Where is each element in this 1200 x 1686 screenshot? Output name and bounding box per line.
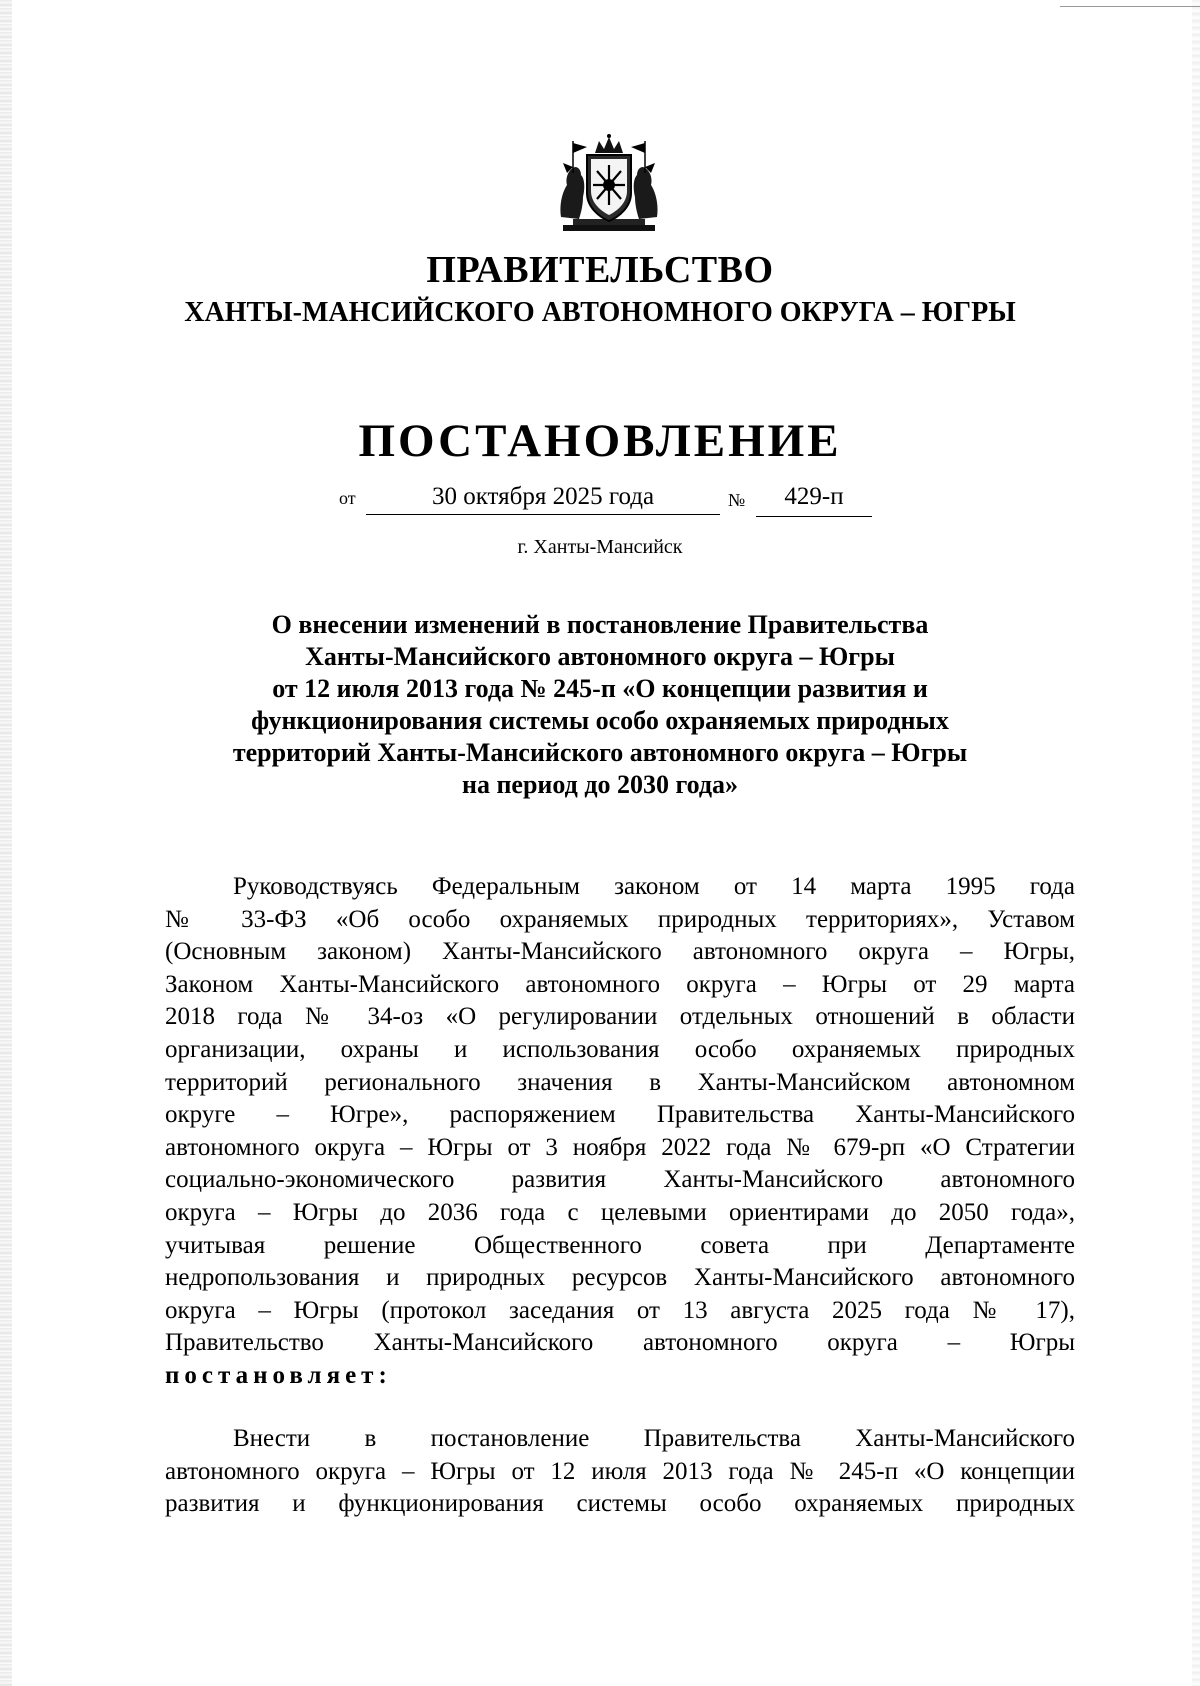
body-line: Внести в постановление Правительства Ханты-Мансийского bbox=[233, 1425, 1075, 1452]
body-line: развития и функционирования системы особо охраняемых природных bbox=[165, 1490, 1075, 1518]
body-line: территорий регионального значения в Ханты-Мансийском автономном bbox=[165, 1068, 1075, 1096]
government-title: ПРАВИТЕЛЬСТВО bbox=[426, 249, 774, 291]
subject-line: Ханты-Мансийского автономного округа – Югры bbox=[305, 642, 895, 671]
scan-artifact-line bbox=[1060, 6, 1200, 7]
body-line: автономного округа – Югры от 12 июля 2013 года № 245-п «О концепции bbox=[165, 1457, 1075, 1485]
body-line: Руководствуясь Федеральным законом от 14 марта 1995 года bbox=[233, 873, 1075, 900]
document-type: ПОСТАНОВЛЕНИЕ bbox=[358, 415, 842, 467]
body-line: (Основным законом) Ханты-Мансийского автономного округа – Югры, bbox=[165, 938, 1075, 966]
number-sign: № bbox=[728, 490, 746, 510]
body-paragraph-2 bbox=[165, 1423, 1075, 1521]
subject-line: функционирования системы особо охраняемых природных bbox=[251, 706, 949, 735]
body-line: округе – Югре», распоряжением Правительства Ханты-Мансийского bbox=[165, 1101, 1075, 1129]
region-title: ХАНТЫ-МАНСИЙСКОГО АВТОНОМНОГО ОКРУГА – ЮГРЫ bbox=[184, 297, 1016, 328]
body-line: № 33-ФЗ «Об особо охраняемых природных территориях», Уставом bbox=[165, 905, 1075, 933]
city: г. Ханты-Мансийск bbox=[517, 536, 683, 558]
body-line: организации, охраны и использования особо охраняемых природных bbox=[165, 1035, 1075, 1063]
body-line: Правительство Ханты-Мансийского автономного округа – Югры bbox=[165, 1329, 1075, 1357]
date-prefix: от bbox=[339, 488, 356, 508]
date-number-row bbox=[0, 480, 1200, 520]
document-number: 429-п bbox=[756, 480, 872, 517]
subject-line: территорий Ханты-Мансийского автономного округа – Югры bbox=[232, 738, 968, 767]
body-line: учитывая решение Общественного совета при Департаменте bbox=[165, 1231, 1075, 1259]
document-subject bbox=[190, 609, 1010, 801]
subject-line: на период до 2030 года» bbox=[461, 770, 739, 799]
resolves-word: постановляет: bbox=[165, 1361, 392, 1389]
body-line: Законом Ханты-Мансийского автономного округа – Югры от 29 марта bbox=[165, 970, 1075, 998]
body-line: автономного округа – Югры от 3 ноября 2022 года № 679-рп «О Стратегии bbox=[165, 1133, 1075, 1161]
body-line: округа – Югры (протокол заседания от 13 августа 2025 года № 17), bbox=[165, 1296, 1075, 1324]
body-line: недропользования и природных ресурсов Ханты-Мансийского автономного bbox=[165, 1264, 1075, 1292]
subject-line: О внесении изменений в постановление Правительства bbox=[271, 610, 929, 639]
coat-of-arms-icon bbox=[553, 133, 665, 237]
subject-line: от 12 июля 2013 года № 245-п «О концепции развития и bbox=[272, 674, 928, 703]
body-line: 2018 года № 34-оз «О регулировании отдельных отношений в области bbox=[165, 1003, 1075, 1031]
body-line: округа – Югры до 2036 года с целевыми ориентирами до 2050 года», bbox=[165, 1198, 1075, 1226]
body-paragraph-1 bbox=[165, 871, 1075, 1393]
body-line: социально-экономического развития Ханты-Мансийского автономного bbox=[165, 1166, 1075, 1194]
document-date: 30 октября 2025 года bbox=[366, 480, 720, 515]
